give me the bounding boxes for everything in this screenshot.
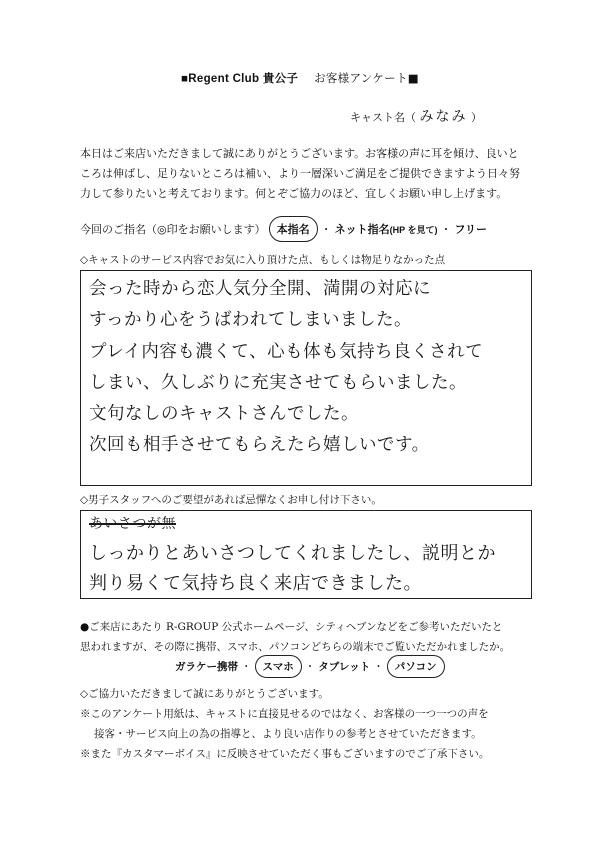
designation-prompt: 今回のご指名（◎印をお願いします）: [80, 223, 266, 236]
separator: ・: [241, 660, 252, 673]
intro-line: 本日はご来店いただきまして誠にありがとうございます。お客様の声に耳を傾け、良いと: [80, 147, 519, 160]
intro-paragraph: [80, 144, 535, 204]
option-main-designation[interactable]: 本指名: [269, 216, 318, 242]
staff-feedback-label: ◇男子スタッフへのご要望があれば忌憚なくお申し付け下さい。: [80, 494, 382, 506]
handwritten-line: 会った時から恋人気分全開、満開の対応に: [89, 279, 431, 299]
handwritten-line: 次回も相手させてもらえたら嬉しいです。: [89, 435, 430, 455]
intro-line: ころは伸ばし、足りないところは補い、より一層深いご満足をご提供できますよう日々努: [80, 167, 520, 180]
cast-feedback-label: ◇キャストのサービス内容でお気に入り頂けた点、もしくは物足りなかった点: [80, 254, 446, 266]
note-line: ※このアンケート用紙は、キャストに直接見せるのではなく、お客様の一つ一つの声を: [80, 708, 489, 720]
handwritten-line: しまい、久しぶりに充実させてもらいました。: [89, 373, 467, 393]
option-smartphone[interactable]: スマホ: [255, 655, 302, 678]
website-question: [80, 617, 540, 657]
designation-row: [80, 217, 490, 241]
handwritten-line: プレイ内容も濃くて、心も体も気持ち良くされて: [89, 342, 484, 362]
separator: ・: [440, 223, 452, 236]
survey-header: [0, 70, 600, 86]
handwritten-line: 判り易くて気持ち良く来店できました。: [89, 573, 422, 594]
option-tablet[interactable]: タブレット: [318, 660, 371, 673]
cast-name-field: [350, 106, 482, 126]
cast-feedback-box[interactable]: [80, 270, 532, 486]
cast-label: キャスト名（: [350, 111, 416, 124]
cast-name-value: みなみ: [419, 109, 468, 125]
website-question-line: 思われますが、その際に携帯、スマホ、パソコンどちらの端末でご覧いただかれましたか。: [80, 641, 511, 653]
handwritten-line: しっかりとあいさつしてくれましたし、説明とか: [89, 543, 496, 564]
club-name: ■Regent Club 貴公子: [181, 73, 299, 85]
survey-title: お客様アンケート■: [314, 71, 419, 85]
footer-notes: [80, 684, 550, 764]
handwritten-line: すっかり心をうばわれてしまいました。: [89, 310, 412, 330]
separator: ・: [304, 660, 316, 673]
note-line: 接客・サービス向上の為の指導と、より良い店作りの参考とさせていただきます。: [94, 728, 482, 740]
thanks-line: ◇ご協力いただきまして誠にありがとうございます。: [80, 688, 329, 700]
option-net-designation[interactable]: [335, 221, 438, 237]
separator: ・: [320, 223, 332, 236]
cast-close: ）: [471, 111, 482, 124]
note-line: ※また『カスタマーボイス』に反映させていただく事もございますのでご了承下さい。: [80, 748, 490, 760]
option-free[interactable]: フリー: [454, 224, 488, 236]
option-net-label: ネット指名: [334, 224, 390, 236]
device-options-row: [172, 654, 448, 678]
staff-feedback-box[interactable]: [80, 510, 532, 599]
handwritten-line: 文句なしのキャストさんでした。: [89, 404, 359, 424]
option-feature-phone[interactable]: ガラケー携帯: [175, 660, 238, 673]
separator: ・: [373, 660, 384, 673]
website-question-line: ●ご来店にあたり R-GROUP 公式ホームページ、シティヘブンなどをご参考いただいたと: [80, 621, 503, 633]
intro-line: 力して参りたいと考えております。何とぞご協力のほど、宜しくお願い申し上げます。: [80, 187, 508, 200]
struck-out-text: あいさつが無: [89, 516, 176, 532]
option-net-note: (HP を見て): [389, 225, 438, 235]
option-pc[interactable]: パソコン: [387, 655, 445, 678]
